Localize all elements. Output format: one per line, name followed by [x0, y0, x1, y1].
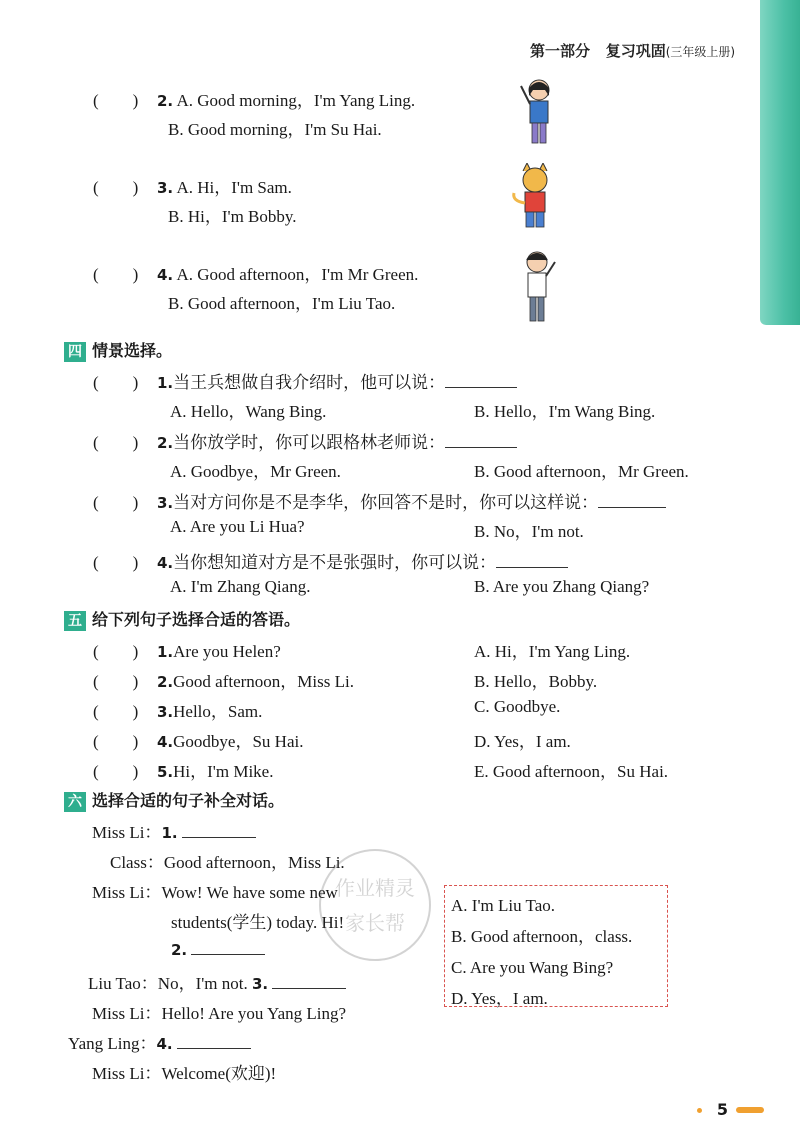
page-dot — [697, 1108, 702, 1113]
option-a: A. Goodbye，Mr Green. — [170, 462, 341, 481]
dialog-line: Liu Tao：No，I'm not. 3. — [88, 969, 346, 994]
section-6-heading: 六 选择合适的句子补全对话。 — [64, 788, 284, 812]
section-badge: 四 — [64, 342, 86, 362]
answer-paren[interactable]: ( ) — [93, 373, 139, 392]
question-line: ( ) 1.当王兵想做自我介绍时，他可以说： — [93, 368, 517, 393]
answer-paren[interactable]: ( ) — [93, 702, 139, 721]
answer-paren[interactable]: ( ) — [93, 265, 139, 284]
header-part: 第一部分 — [530, 42, 591, 60]
option-b: B. Hi，I'm Bobby. — [168, 207, 297, 226]
speaker: Miss Li： — [92, 1064, 162, 1083]
speaker: Class： — [110, 853, 164, 872]
option-b: B. Good morning，I'm Su Hai. — [168, 120, 382, 139]
dialog-option: C. Are you Wang Bing? — [451, 958, 614, 977]
speaker: Miss Li： — [92, 823, 162, 842]
match-row: ( ) 2.Good afternoon，Miss Li. — [93, 667, 354, 692]
answer-paren[interactable]: ( ) — [93, 762, 139, 781]
girl-illustration — [515, 76, 563, 148]
match-row: ( ) 3.Hello，Sam. — [93, 697, 262, 722]
answer-blank[interactable] — [445, 431, 517, 448]
match-answer: B. Hello，Bobby. — [474, 672, 598, 691]
match-answer: E. Good afternoon，Su Hai. — [474, 762, 669, 781]
match-answer: A. Hi，I'm Yang Ling. — [474, 642, 631, 661]
speaker: Yang Ling： — [68, 1034, 157, 1053]
answer-paren[interactable]: ( ) — [93, 493, 139, 512]
side-color-strip — [760, 0, 800, 325]
boy-illustration — [515, 248, 565, 326]
header-title: 复习巩固 — [605, 42, 666, 60]
dialog-line: Miss Li：Hello! Are you Yang Ling? — [92, 999, 346, 1024]
dialog-option: A. I'm Liu Tao. — [451, 896, 556, 915]
question-line: ( ) 4. A. Good afternoon，I'm Mr Green. — [93, 260, 418, 285]
svg-text:家长帮: 家长帮 — [345, 911, 405, 935]
dialog-options-box — [444, 885, 668, 1007]
dialog-line: students(学生) today. Hi! — [171, 913, 345, 932]
cat-illustration — [510, 163, 560, 231]
option-b: B. Hello，I'm Wang Bing. — [474, 402, 656, 421]
question-line: ( ) 2.当你放学时，你可以跟格林老师说： — [93, 428, 517, 453]
question-line: ( ) 3.当对方问你是不是李华，你回答不是时，你可以这样说： — [93, 488, 666, 513]
option-b: B. Good afternoon，I'm Liu Tao. — [168, 294, 396, 313]
answer-blank[interactable] — [496, 551, 568, 568]
dialog-line: Miss Li：Welcome(欢迎)! — [92, 1059, 276, 1084]
answer-paren[interactable]: ( ) — [93, 91, 139, 110]
section-badge: 六 — [64, 792, 86, 812]
answer-paren[interactable]: ( ) — [93, 672, 139, 691]
answer-blank[interactable] — [191, 938, 265, 955]
option-a: A. Hello，Wang Bing. — [170, 402, 327, 421]
dialog-line: 2. — [171, 938, 265, 960]
question-line: ( ) 3. A. Hi，I'm Sam. — [93, 173, 292, 198]
match-answer: C. Goodbye. — [474, 697, 561, 716]
question-line: ( ) 2. A. Good morning，I'm Yang Ling. — [93, 86, 415, 111]
answer-paren[interactable]: ( ) — [93, 732, 139, 751]
match-row: ( ) 5.Hi，I'm Mike. — [93, 757, 273, 782]
section-4-heading: 四 情景选择。 — [64, 338, 172, 362]
dialog-line: Class：Good afternoon，Miss Li. — [110, 848, 345, 873]
match-answer: D. Yes，I am. — [474, 732, 571, 751]
dialog-option: B. Good afternoon，class. — [451, 927, 633, 946]
answer-blank[interactable] — [182, 821, 256, 838]
section-badge: 五 — [64, 611, 86, 631]
answer-paren[interactable]: ( ) — [93, 178, 139, 197]
match-row: ( ) 4.Goodbye，Su Hai. — [93, 727, 303, 752]
dialog-line: Miss Li：Wow! We have some new — [92, 878, 338, 903]
speaker: Miss Li： — [92, 1004, 162, 1023]
option-b: B. Good afternoon，Mr Green. — [474, 462, 689, 481]
dialog-line: Yang Ling：4. — [68, 1029, 251, 1054]
answer-paren[interactable]: ( ) — [93, 642, 139, 661]
option-a: A. I'm Zhang Qiang. — [170, 577, 311, 596]
option-b: B. No，I'm not. — [474, 522, 584, 541]
dialog-option: D. Yes，I am. — [451, 989, 548, 1008]
section-5-heading: 五 给下列句子选择合适的答语。 — [64, 607, 300, 631]
page-header — [530, 40, 735, 61]
page-dash — [736, 1107, 764, 1113]
option-a: A. Are you Li Hua? — [170, 517, 305, 536]
dialog-line: Miss Li：1. — [92, 818, 256, 843]
header-sub: (三年级上册) — [665, 45, 736, 59]
answer-blank[interactable] — [598, 491, 666, 508]
svg-text:作业精灵: 作业精灵 — [335, 876, 415, 900]
page-number: 5 — [716, 1100, 728, 1119]
answer-paren[interactable]: ( ) — [93, 553, 139, 572]
answer-blank[interactable] — [445, 371, 517, 388]
answer-blank[interactable] — [272, 972, 346, 989]
option-b: B. Are you Zhang Qiang? — [474, 577, 650, 596]
answer-blank[interactable] — [177, 1032, 251, 1049]
speaker: Miss Li： — [92, 883, 162, 902]
answer-paren[interactable]: ( ) — [93, 433, 139, 452]
match-row: ( ) 1.Are you Helen? — [93, 637, 281, 662]
question-line: ( ) 4.当你想知道对方是不是张强时，你可以说： — [93, 548, 568, 573]
speaker: Liu Tao： — [88, 974, 158, 993]
